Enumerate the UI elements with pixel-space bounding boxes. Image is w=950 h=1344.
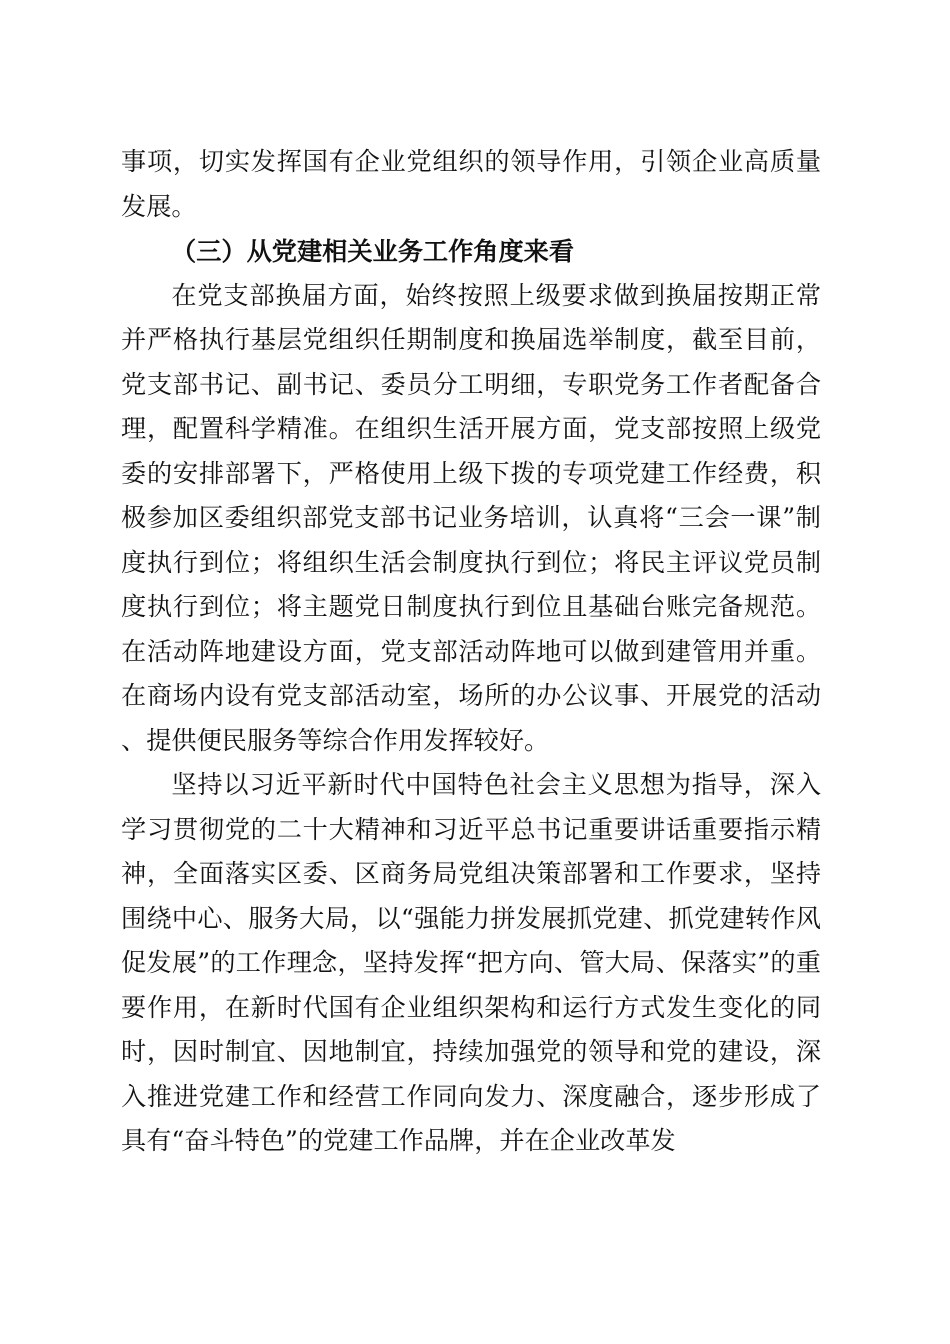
section-heading: （三）从党建相关业务工作角度来看 <box>171 236 574 266</box>
continuation-paragraph: 事项，切实发挥国有企业党组织的领导作用，引领企业高质量发展。 <box>121 147 821 221</box>
body-paragraph-branch-work: 在党支部换届方面，始终按照上级要求做到换届按期正常并严格执行基层党组织任期制度和换届选举制度，截至目前，党支部书记、副书记、委员分工明细，专职党务工作者配备合理，配置科学精准。在组织生活开展方面，党支部按照上级党委的安排部署下，严格使用上级下拨的专项党建工作经费，积极参加区委组织部党支部书记业务培训，认真将“三会一课”制度执行到位；将组织生活会制度执行到位；将民主评议党员制度执行到位；将主题党日制度执行到位且基础台账完备规范。在活动阵地建设方面，党支部活动阵地可以做到建管用并重。在商场内设有党支部活动室，场所的办公议事、开展党的活动、提供便民服务等综合作用发挥较好。 <box>121 280 821 755</box>
document-page <box>121 140 821 1164</box>
body-paragraph-guidance: 坚持以习近平新时代中国特色社会主义思想为指导，深入学习贯彻党的二十大精神和习近平总书记重要讲话重要指示精神，全面落实区委、区商务局党组决策部署和工作要求，坚持围绕中心、服务大局，以“强能力拼发展抓党建、抓党建转作风促发展”的工作理念，坚持发挥“把方向、管大局、保落实”的重要作用，在新时代国有企业组织架构和运行方式发生变化的同时，因时制宜、因地制宜，持续加强党的领导和党的建设，深入推进党建工作和经营工作同向发力、深度融合，逐步形成了具有“奋斗特色”的党建工作品牌，并在企业改革发 <box>121 770 821 1155</box>
